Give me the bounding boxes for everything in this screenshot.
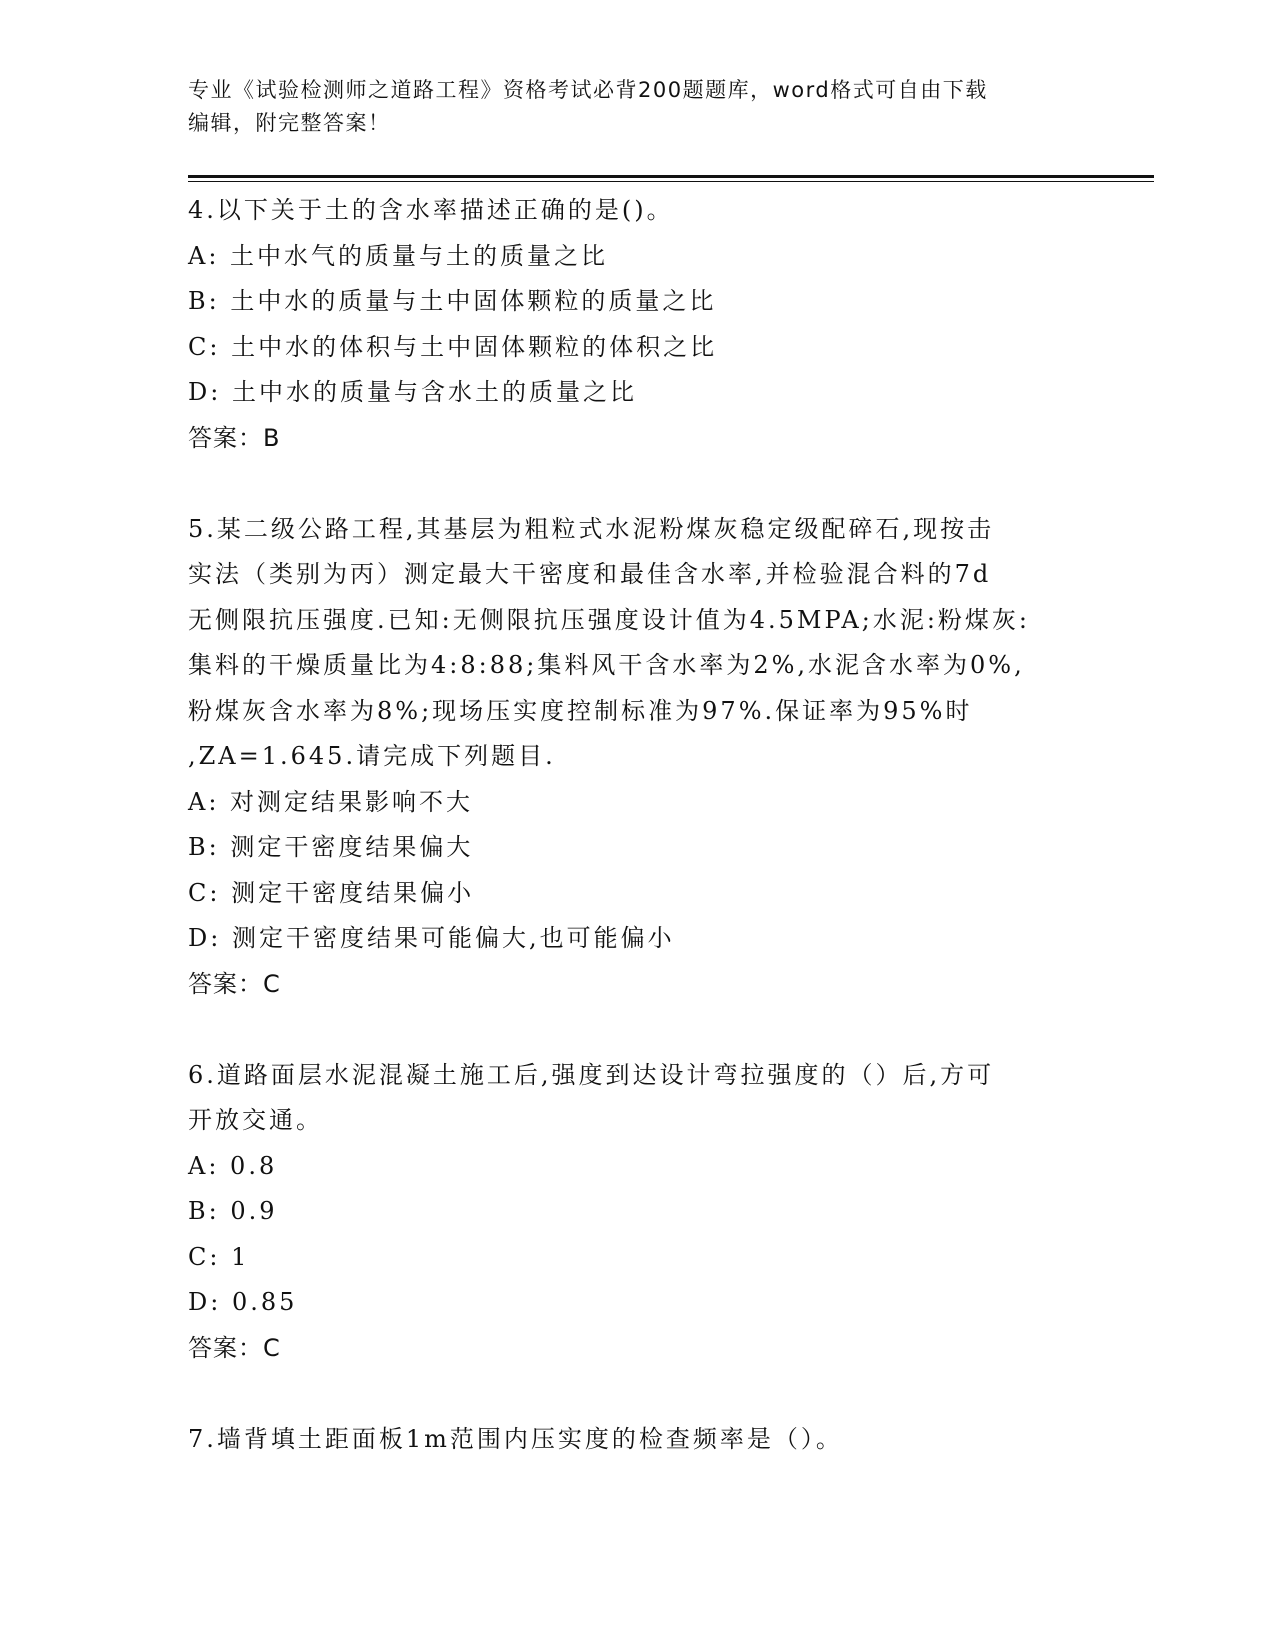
answer: 答案：C [188,969,281,998]
option-b: B: 0.9 [188,1197,278,1225]
question-text-line: 实法（类别为丙）测定最大干密度和最佳含水率,并检验混合料的7d [188,560,992,588]
option-b: B: 土中水的质量与土中固体颗粒的质量之比 [188,287,717,315]
question-text-line: 粉煤灰含水率为8%;现场压实度控制标准为97%.保证率为95%时 [188,696,973,725]
question-text-line: ,ZA=1.645.请完成下列题目. [188,742,556,770]
option-a: A: 对测定结果影响不大 [188,787,474,816]
option-c: C: 1 [188,1242,250,1271]
question-text-line: 5.某二级公路工程,其基层为粗粒式水泥粉煤灰稳定级配碎石,现按击 [188,514,995,543]
question-5 [188,507,1088,1008]
option-c: C: 测定干密度结果偏小 [188,878,475,907]
option-a: A: 0.8 [188,1151,278,1180]
question-text: 7.墙背填土距面板1m范围内压实度的检查频率是（）。 [188,1424,843,1453]
question-text-line: 无侧限抗压强度.已知:无侧限抗压强度设计值为4.5MPA;水泥:粉煤灰: [188,605,1030,634]
question-text-line: 开放交通。 [188,1106,323,1134]
question-7 [188,1417,1088,1463]
question-text-line: 集料的干燥质量比为4:8:88;集料风干含水率为2%,水泥含水率为0%, [188,651,1025,679]
question-text: 4.以下关于土的含水率描述正确的是()。 [188,196,674,224]
option-c: C: 土中水的体积与土中固体颗粒的体积之比 [188,332,718,361]
option-d: D: 土中水的质量与含水土的质量之比 [188,378,637,406]
option-d: D: 0.85 [188,1288,298,1316]
page-header [188,74,1068,140]
header-divider [188,175,1154,178]
question-list [188,188,1088,1508]
header-title-line-1: 专业《试验检测师之道路工程》资格考试必背200题题库，word格式可自由下载 [188,78,988,102]
option-a: A: 土中水气的质量与土的质量之比 [188,241,609,270]
question-text-line: 6.道路面层水泥混凝土施工后,强度到达设计弯拉强度的（）后,方可 [188,1060,995,1089]
question-6 [188,1053,1088,1372]
answer: 答案：B [188,423,281,452]
question-4 [188,188,1088,461]
option-b: B: 测定干密度结果偏大 [188,833,474,861]
header-title-line-2: 编辑，附完整答案！ [188,111,391,135]
option-d: D: 测定干密度结果可能偏大,也可能偏小 [188,924,675,952]
answer: 答案：C [188,1333,281,1362]
